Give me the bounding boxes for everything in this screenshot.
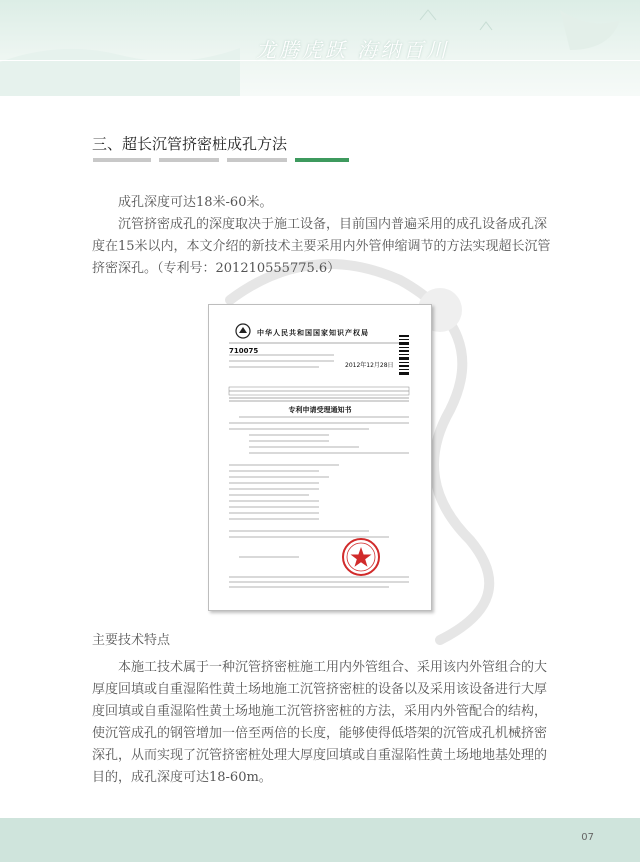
section-title-bars — [93, 158, 349, 162]
barcode-icon — [399, 335, 409, 377]
title-bar-1 — [93, 158, 151, 162]
certificate-heading: 专利申请受理通知书 — [288, 406, 352, 414]
header-slogan: 龙腾虎跃 海纳百川 — [256, 38, 450, 62]
title-bar-accent — [295, 158, 349, 162]
certificate-issuer: 中华人民共和国国家知识产权局 — [257, 329, 369, 337]
title-bar-3 — [227, 158, 287, 162]
official-seal-icon — [341, 537, 381, 577]
features-heading: 主要技术特点 — [92, 633, 171, 648]
title-bar-2 — [159, 158, 219, 162]
certificate-date: 2012年12月28日 — [345, 362, 394, 369]
patent-certificate-image — [208, 304, 432, 611]
patent-office-emblem-icon — [235, 323, 251, 339]
page-header — [0, 0, 640, 96]
section-title: 三、超长沉管挤密桩成孔方法 — [92, 135, 288, 153]
intro-depth-line: 成孔深度可达18米-60米。 — [118, 195, 273, 210]
page-footer — [0, 818, 640, 862]
certificate-postcode: 710075 — [229, 347, 259, 355]
page-number: 07 — [581, 832, 594, 843]
intro-paragraph: 沉管挤密成孔的深度取决于施工设备，目前国内普遍采用的成孔设备成孔深度在15米以内，本文介绍的新技术主要采用内外管伸缩调节的方法实现超长沉管挤密深孔。（专利号：201210555775.6） — [92, 217, 551, 276]
features-paragraph: 本施工技术属于一种沉管挤密桩施工用内外管组合、采用该内外管组合的大厚度回填或自重湿陷性黄土场地施工沉管挤密桩的设备以及采用该设备进行大厚度回填或自重湿陷性黄土场地施工沉管挤密桩的方法，采用内外管配合的结构，使沉管成孔的钢管增加一倍至两倍的长度，能够使得低塔架的沉管成孔机械挤密深孔，从而实现了沉管挤密桩处理大厚度回填或自重湿陷性黄土场地地基处理的目的，成孔深度可达18-60m。 — [92, 660, 548, 785]
